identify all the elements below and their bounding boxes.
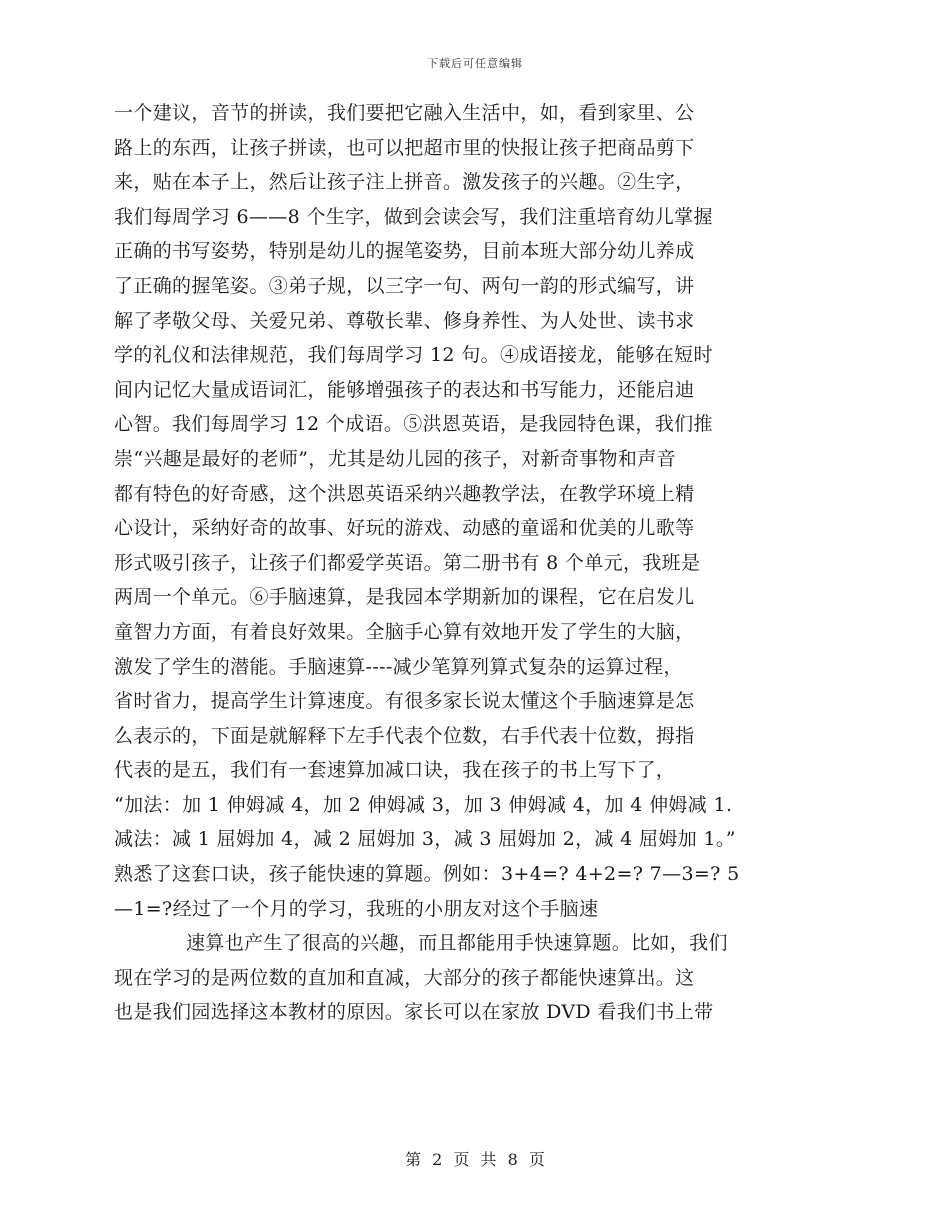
- text-line: 崇“兴趣是最好的老师”，尤其是幼儿园的孩子，对新奇事物和声音: [114, 447, 676, 470]
- text-line: 两周一个单元。⑥手脑速算，是我园本学期新加的课程，它在启发儿: [114, 586, 695, 609]
- text-line: 一个建议，音节的拼读，我们要把它融入生活中，如，看到家里、公: [114, 102, 695, 124]
- text-line: 路上的东西，让孩子拼读，也可以把超市里的快报让孩子把商品剪下: [114, 136, 695, 159]
- text-line: 激发了学生的潜能。手脑速算----减少笔算列算式复杂的运算过程，: [114, 655, 683, 678]
- paragraph-first-line: 速算也产生了很高的兴趣，而且都能用手快速算题。比如，我们: [186, 932, 728, 955]
- text-line: 解了孝敬父母、关爱兄弟、尊敬长辈、修身养性、为人处世、读书求: [114, 309, 695, 332]
- document-body: [114, 96, 802, 1030]
- text-line: 减法：减 1 屈姆加 4，减 2 屈姆加 3，减 3 屈姆加 2，减 4 屈姆加 1。”: [114, 828, 736, 851]
- text-line: 来，贴在本子上，然后让孩子注上拼音。激发孩子的兴趣。②生字，: [114, 171, 695, 194]
- page-number: 第 2 页 共 8 页: [405, 1150, 545, 1169]
- text-line: 形式吸引孩子，让孩子们都爱学英语。第二册书有 8 个单元，我班是: [114, 551, 701, 574]
- text-line: 熟悉了这套口诀，孩子能快速的算题。例如：3+4=? 4+2=? 7—3=? 5: [114, 863, 740, 886]
- text-line: 我们每周学习 6——8 个生字，做到会读会写，我们注重培育幼儿掌握: [114, 205, 713, 228]
- text-line: 省时省力，提高学生计算速度。有很多家长说太懂这个手脑速算是怎: [114, 690, 695, 713]
- text-line: 心设计，采纳好奇的故事、好玩的游戏、动感的童谣和优美的儿歌等: [114, 517, 695, 540]
- text-line: 童智力方面，有着良好效果。全脑手心算有效地开发了学生的大脑，: [114, 620, 695, 643]
- text-line: “加法：加 1 伸姆减 4，加 2 伸姆减 3，加 3 伸姆减 4，加 4 伸姆减 1.: [114, 793, 733, 816]
- text-line: 了正确的握笔姿。③弟子规，以三字一句、两句一韵的形式编写，讲: [114, 274, 695, 297]
- text-line: 现在学习的是两位数的直加和直减，大部分的孩子都能快速算出。这: [114, 966, 695, 989]
- text-line: 也是我们园选择这本教材的原因。家长可以在家放 DVD 看我们书上带: [114, 1001, 714, 1024]
- text-line: 学的礼仪和法律规范，我们每周学习 12 句。④成语接龙，能够在短时: [114, 344, 713, 367]
- text-line: 都有特色的好奇感，这个洪恩英语采纳兴趣教学法，在教学环境上精: [114, 482, 695, 505]
- text-line: 么表示的，下面是就解释下左手代表个位数，右手代表十位数，拇指: [114, 724, 695, 747]
- text-line: —1=?经过了一个月的学习，我班的小朋友对这个手脑速: [114, 897, 599, 920]
- header-note: 下载后可任意编辑: [427, 57, 523, 70]
- text-line: 间内记忆大量成语词汇，能够增强孩子的表达和书写能力，还能启迪: [114, 378, 695, 401]
- text-line: 代表的是五，我们有一套速算加减口诀，我在孩子的书上写下了，: [114, 759, 676, 782]
- text-line: 正确的书写姿势，特别是幼儿的握笔姿势，目前本班大部分幼儿养成: [114, 240, 695, 263]
- text-line: 心智。我们每周学习 12 个成语。⑤洪恩英语，是我园特色课，我们推: [114, 413, 713, 436]
